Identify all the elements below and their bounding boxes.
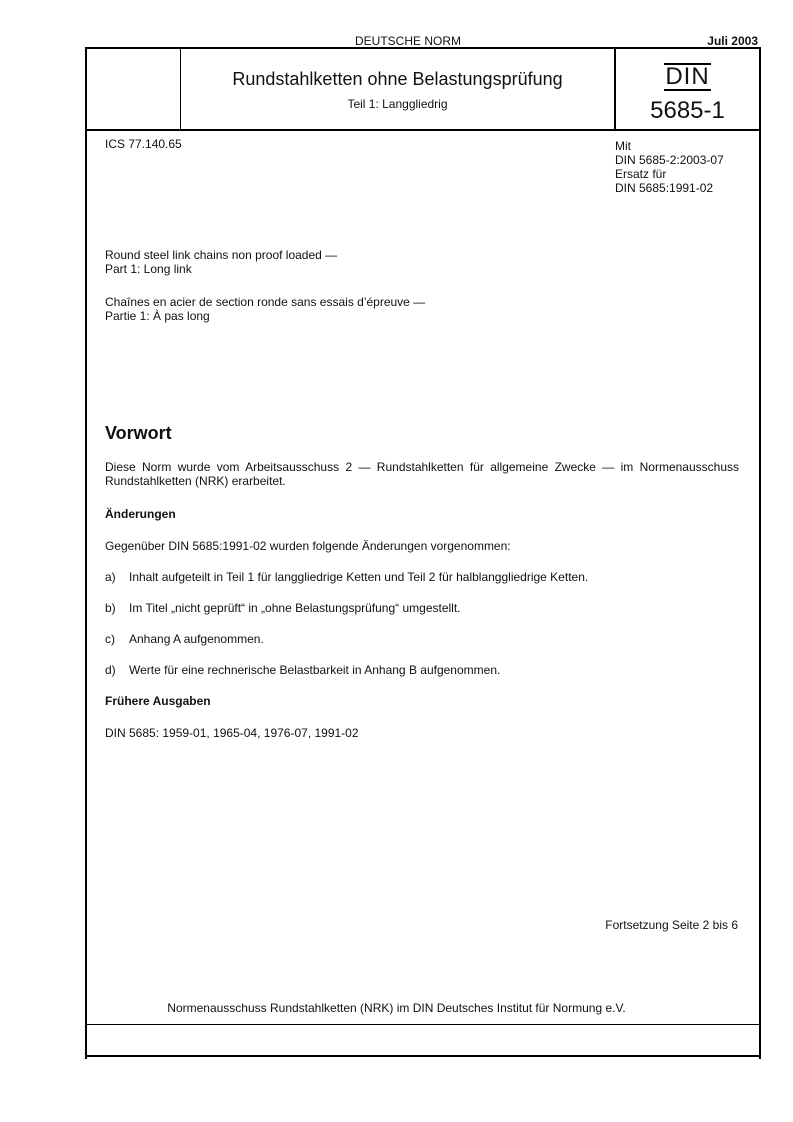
french-title-line: Chaînes en acier de section ronde sans essais d’épreuve — xyxy=(105,295,426,309)
replacement-line: Ersatz für xyxy=(615,167,667,181)
previous-editions: DIN 5685: 1959-01, 1965-04, 1976-07, 1991-02 xyxy=(105,726,359,740)
replacement-line: Mit xyxy=(615,139,631,153)
header-number-cell xyxy=(616,49,759,129)
section-heading-vorwort: Vorwort xyxy=(105,423,172,443)
din-logo-text: DIN xyxy=(665,63,710,90)
page-frame xyxy=(85,47,761,1059)
frame-bottom-rule xyxy=(85,1055,761,1057)
changes-intro: Gegenüber DIN 5685:1991-02 wurden folgende Änderungen vorgenommen: xyxy=(105,539,511,553)
list-item-text: Inhalt aufgeteilt in Teil 1 für langgliedrige Ketten und Teil 2 für halblanggliedrige Ketten. xyxy=(129,570,589,584)
list-item-label: d) xyxy=(105,663,116,677)
replacement-info xyxy=(615,139,755,195)
section-heading-previous: Frühere Ausgaben xyxy=(105,694,211,708)
norm-label: DEUTSCHE NORM xyxy=(355,34,462,48)
footer-left-rule xyxy=(85,1024,87,1057)
standard-number: 5685-1 xyxy=(650,97,725,124)
ics-code: ICS 77.140.65 xyxy=(105,137,182,151)
issue-date: Juli 2003 xyxy=(707,34,758,48)
english-title-line: Round steel link chains non proof loaded — xyxy=(105,248,338,262)
english-title-line: Part 1: Long link xyxy=(105,262,192,276)
header-title-cell xyxy=(181,49,616,129)
list-item-label: b) xyxy=(105,601,116,615)
intro-paragraph: Diese Norm wurde vom Arbeitsausschuss 2 — Rundstahlketten für allgemeine Zwecke — im Normenausschuss Rundstahlketten (NRK) erarbeitet. xyxy=(105,460,739,488)
din-logo xyxy=(616,63,759,91)
french-title xyxy=(105,295,425,323)
section-heading-changes: Änderungen xyxy=(105,507,176,521)
header-left-cell xyxy=(87,49,181,129)
list-item-label: a) xyxy=(105,570,116,584)
english-title xyxy=(105,248,337,276)
replacement-line: DIN 5685-2:2003-07 xyxy=(615,153,724,167)
list-item-text: Im Titel „nicht geprüft“ in „ohne Belastungsprüfung“ umgestellt. xyxy=(129,601,461,615)
document-title: Rundstahlketten ohne Belastungsprüfung xyxy=(232,69,563,89)
french-title-line: Partie 1: À pas long xyxy=(105,309,210,323)
continuation-note: Fortsetzung Seite 2 bis 6 xyxy=(605,918,738,932)
header-row xyxy=(87,49,759,131)
document-subtitle: Teil 1: Langgliedrig xyxy=(347,97,448,111)
list-item-text: Anhang A aufgenommen. xyxy=(129,632,264,646)
replacement-line: DIN 5685:1991-02 xyxy=(615,181,714,195)
list-item-label: c) xyxy=(105,632,115,646)
footer-rule xyxy=(85,1024,759,1025)
left-rule xyxy=(85,128,87,406)
list-item-text: Werte für eine rechnerische Belastbarkeit in Anhang B aufgenommen. xyxy=(129,663,501,677)
footer-text: Normenausschuss Rundstahlketten (NRK) im DIN Deutsches Institut für Normung e.V. xyxy=(167,1001,626,1015)
